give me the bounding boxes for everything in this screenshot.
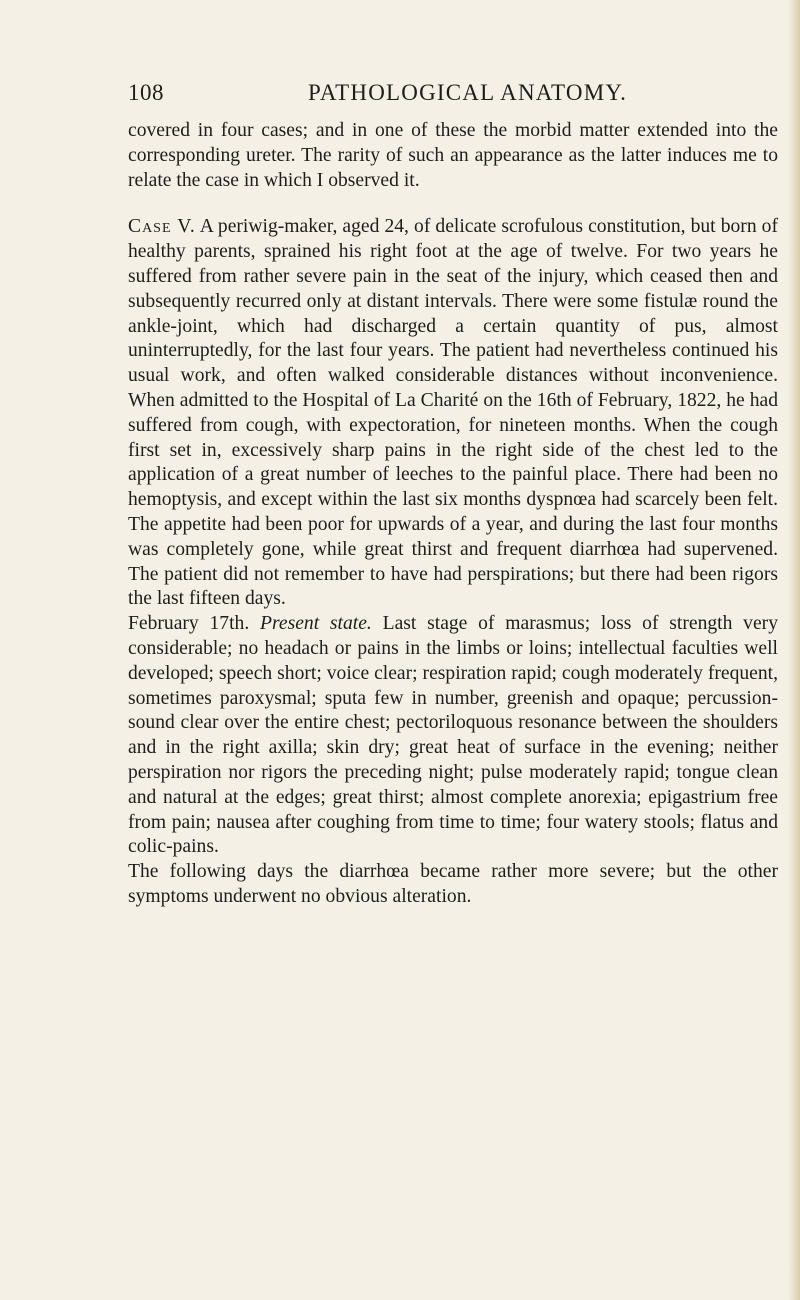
- case-v-text: A periwig-maker, aged 24, of delicate scrofulous constitution, but born of healthy parents, sprained his right foot at the age of twelve. For two years he suffered from rather severe pain in the seat of the injury, which ceased then and subsequently recurred only at distant intervals. There were some fistulæ round the ankle-joint, which had discharged a certain quantity of pus, almost uninterruptedly, for the last four years. The patient had nevertheless continued his usual work, and often walked considerable distances without inconvenience. When admitted to the Hospital of La Charité on the 16th of February, 1822, he had suffered from cough, with expectoration, for nineteen months. When the cough first set in, excessively sharp pains in the right side of the chest led to the application of a great number of leeches to the painful place. There had been no hemoptysis, and except within the last six months dyspnœa had scarcely been felt. The appetite had been poor for upwards of a year, and during the last four months was completely gone, while great thirst and frequent diarrhœa had supervened. The patient did not remember to have had perspirations; but there had been rigors the last fifteen days.: [128, 216, 779, 610]
- case-label: Case V.: [128, 216, 196, 238]
- paragraph-gap: [128, 193, 778, 215]
- paragraph-following-days: The following days the diarrhœa became rather more severe; but the other symptoms underwent no obvious alteration.: [128, 861, 778, 907]
- paragraph-continuation: covered in four cases; and in one of these the morbid matter extended into the corresponding ureter. The rarity of such an appearance as the latter induces me to relate the case in which I observed it.: [128, 120, 778, 191]
- present-state-text: Last stage of marasmus; loss of strength very considerable; no headach or pains in the limbs or loins; intellectual faculties well developed; speech short; voice clear; respiration rapid; cough moderately frequent, sometimes paroxysmal; sputa few in number, greenish and opaque; percussion-sound clear over the entire chest; pectoriloquous resonance between the shoulders and in the right axilla; skin dry; great heat of surface in the evening; neither perspiration nor rigors the preceding night; pulse moderately rapid; tongue clean and natural at the edges; great thirst; almost complete anorexia; epigastrium free from pain; nausea after coughing from time to time; four watery stools; flatus and colic-pains.: [128, 613, 778, 858]
- date-label: February 17th.: [128, 613, 250, 635]
- body-text: [128, 119, 778, 910]
- page-edge-shadow: [788, 0, 800, 1300]
- paragraph-present-state: [128, 612, 778, 860]
- running-title: PATHOLOGICAL ANATOMY.: [308, 80, 628, 105]
- present-state-label: Present state.: [260, 613, 372, 635]
- page-number: 108: [128, 80, 164, 105]
- page-header: [128, 78, 778, 108]
- paragraph-case-v: [128, 215, 778, 612]
